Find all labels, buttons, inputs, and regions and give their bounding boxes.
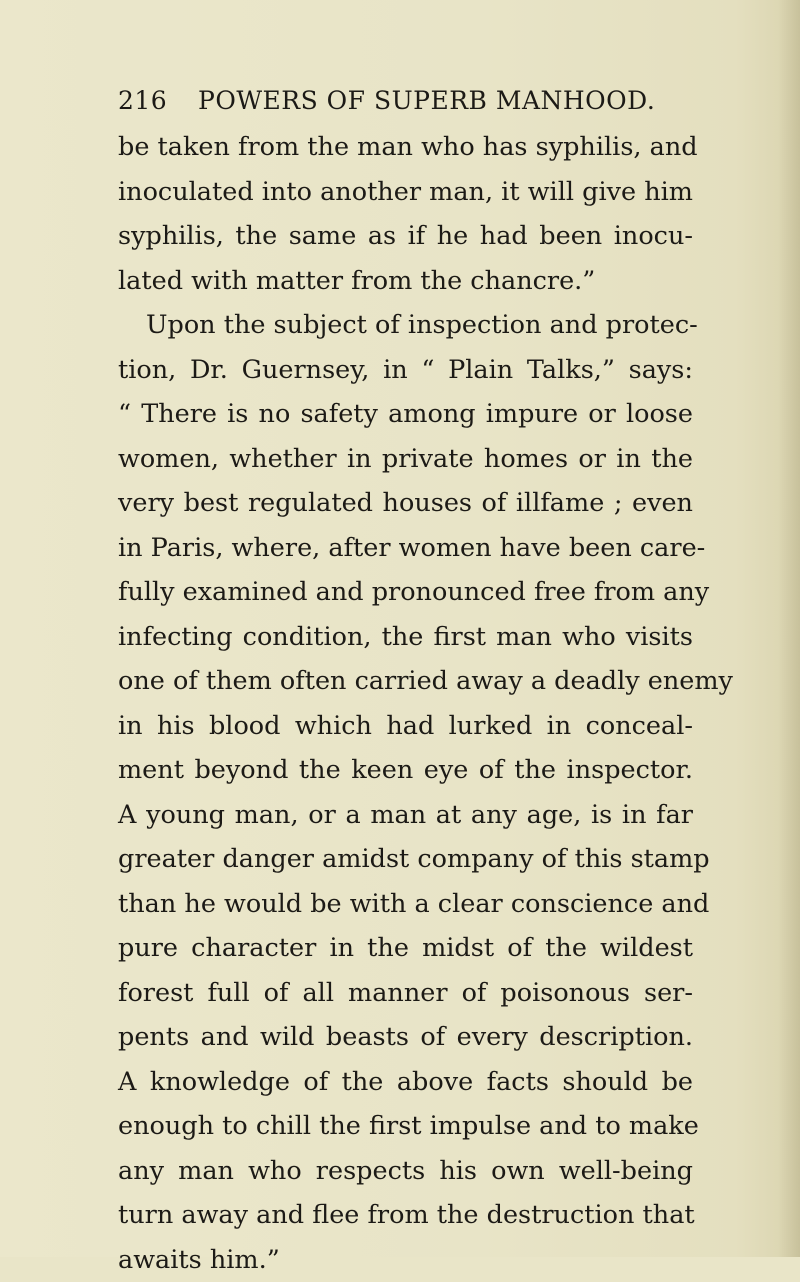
- text-line: fully examined and pronounced free from any: [118, 570, 693, 615]
- page-edge-shadow: [778, 0, 800, 1257]
- text-line: awaits him.”: [118, 1238, 693, 1282]
- text-line: forest full of all manner of poisonous ser-: [118, 971, 693, 1016]
- text-line: inoculated into another man, it will give him: [118, 170, 693, 215]
- text-line: in Paris, where, after women have been care-: [118, 526, 693, 571]
- page-number: 216: [118, 86, 198, 115]
- text-line: pents and wild beasts of every description.: [118, 1015, 693, 1060]
- text-line: “ There is no safety among impure or loose: [118, 392, 693, 437]
- text-line: very best regulated houses of illfame ; even: [118, 481, 693, 526]
- text-line: turn away and flee from the destruction that: [118, 1193, 693, 1238]
- text-line: enough to chill the first impulse and to make: [118, 1104, 693, 1149]
- running-head: [118, 86, 678, 122]
- text-line: ment beyond the keen eye of the inspector.: [118, 748, 693, 793]
- text-line: lated with matter from the chancre.”: [118, 259, 693, 304]
- body-text: [118, 125, 693, 1282]
- text-line: in his blood which had lurked in conceal-: [118, 704, 693, 749]
- text-line: than he would be with a clear conscience and: [118, 882, 693, 927]
- running-title: POWERS OF SUPERB MANHOOD.: [198, 86, 655, 115]
- text-line: greater danger amidst company of this stamp: [118, 837, 693, 882]
- text-line: women, whether in private homes or in the: [118, 437, 693, 482]
- text-line: infecting condition, the first man who visits: [118, 615, 693, 660]
- text-line: Upon the subject of inspection and protec-: [118, 303, 693, 348]
- text-line: syphilis, the same as if he had been inocu-: [118, 214, 693, 259]
- text-line: any man who respects his own well-being: [118, 1149, 693, 1194]
- text-line: pure character in the midst of the wildest: [118, 926, 693, 971]
- text-line: one of them often carried away a deadly enemy: [118, 659, 693, 704]
- text-line: A knowledge of the above facts should be: [118, 1060, 693, 1105]
- text-line: tion, Dr. Guernsey, in “ Plain Talks,” says:: [118, 348, 693, 393]
- text-line: be taken from the man who has syphilis, and: [118, 125, 693, 170]
- text-line: A young man, or a man at any age, is in far: [118, 793, 693, 838]
